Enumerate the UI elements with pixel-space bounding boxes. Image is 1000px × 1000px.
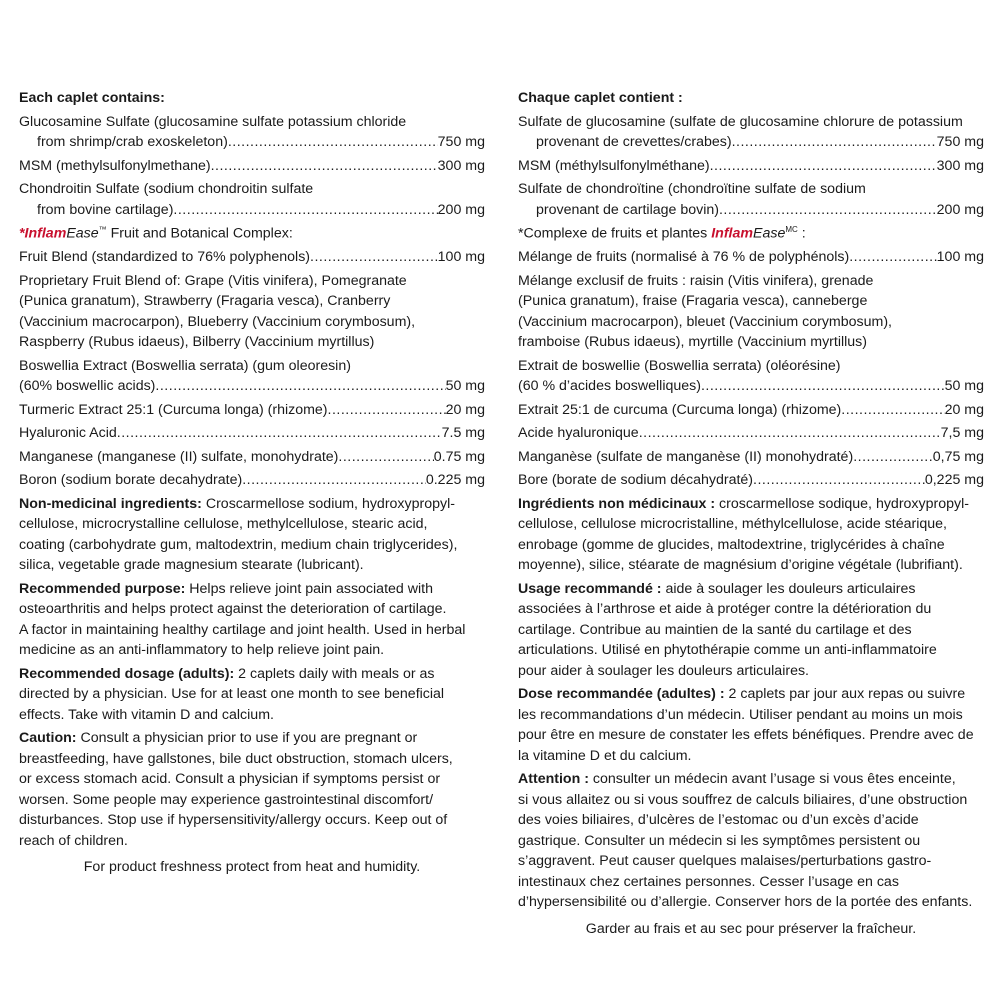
asterisk: * — [19, 225, 25, 242]
ingredient-amount: 0,225 mg — [924, 472, 984, 489]
text-line: osteoarthritis and helps protect against the deterioration of cartilage. — [19, 601, 447, 618]
ingredient-amount: 0,75 mg — [932, 448, 984, 465]
ingredient-text: from bovine cartilage) — [37, 201, 174, 218]
ingredient-text: (60% boswellic acids) — [19, 378, 156, 395]
ingredient-text: Fruit Blend (standardized to 76% polyphenols) — [19, 249, 311, 266]
ingredient-text: Sulfate de glucosamine (sulfate de glucosamine chlorure de potassium — [518, 113, 963, 130]
ingredient-amount: 7.5 mg — [441, 425, 485, 442]
text-line: Raspberry (Rubus idaeus), Bilberry (Vaccinium myrtillus) — [19, 334, 375, 351]
ingredient-amount: 750 mg — [437, 134, 485, 150]
text-line: disturbances. Stop use if hypersensitivity/allergy occurs. Keep out of — [19, 812, 448, 829]
text-line: (Punica granatum), fraise (Fragaria vesca), canneberge — [518, 293, 868, 310]
dosage-section — [19, 664, 485, 726]
ingredient-text: MSM (méthylsulfonylméthane) — [518, 157, 710, 174]
text-line: framboise (Rubus idaeus), myrtille (Vaccinium myrtillus) — [518, 334, 867, 351]
text-line: 2 caplets par jour aux repas ou suivre — [724, 686, 966, 703]
ingredient-chondroitin — [19, 179, 485, 220]
ingredient-amount: 200 mg — [437, 201, 485, 218]
ingredient-amount: 200 mg — [936, 201, 984, 218]
text-line: aide à soulager les douleurs articulaires — [661, 580, 916, 597]
text-line: Croscarmellose sodium, hydroxypropyl- — [201, 495, 455, 512]
brand-name-suffix: Ease — [66, 225, 99, 242]
purpose-section — [19, 579, 485, 661]
ingredient-amount: 7,5 mg — [940, 425, 984, 442]
ingredient-amount: 300 mg — [437, 157, 485, 174]
ingredient-boswellia — [518, 356, 984, 397]
ingredient-amount: 50 mg — [445, 378, 485, 395]
ingredient-glucosamine — [19, 112, 485, 153]
dosage-section — [518, 684, 984, 766]
proprietary-blend — [518, 271, 984, 353]
ingredient-text: (60 % d’acides boswelliques) — [518, 378, 701, 395]
text-line: coating (carbohydrate gum, maltodextrin, medium chain triglycerides), — [19, 536, 458, 553]
text-line: associées à l’arthrose et aide à protéger contre la détérioration du — [518, 601, 932, 618]
text-line: intestinaux chez certaines personnes. Cesser l’usage en cas — [518, 873, 899, 890]
ingredient-text: provenant de cartilage bovin) — [536, 201, 719, 218]
ingredient-text: Extrait 25:1 de curcuma (Curcuma longa) (rhizome) — [518, 401, 842, 418]
text-line: silica, vegetable grade magnesium stearate (lubricant). — [19, 557, 364, 574]
ingredient-text: Turmeric Extract 25:1 (Curcuma longa) (rhizome) — [19, 401, 328, 418]
text-line: cellulose, cellulose microcristalline, méthylcellulose, acide stéarique, — [518, 516, 947, 533]
ingredient-turmeric — [518, 400, 984, 421]
ingredient-turmeric — [19, 400, 485, 421]
ingredient-text: Manganese (manganese (II) sulfate, monohydrate) — [19, 448, 339, 465]
brand-name: Inflam — [711, 225, 753, 242]
section-label: Non-medicinal ingredients: — [19, 495, 202, 512]
ingredient-amount: 100 mg — [437, 249, 485, 266]
text-line: effects. Take with vitamin D and calcium. — [19, 706, 274, 723]
text-line: directed by a physician. Use for at least one month to see beneficial — [19, 686, 445, 703]
ingredient-text: Hyaluronic Acid — [19, 425, 117, 442]
brand-name: Inflam — [24, 225, 67, 242]
ingredient-fruit-blend — [19, 247, 485, 268]
text-line: si vous allaitez ou si vous souffrez de calculs biliaires, d’une obstruction — [518, 791, 968, 808]
proprietary-blend — [19, 271, 485, 353]
ingredient-text: from shrimp/crab exoskeleton) — [37, 134, 228, 150]
ingredient-text: Boron (sodium borate decahydrate) — [19, 472, 243, 489]
text-line: 2 caplets daily with meals or as — [234, 665, 435, 682]
ingredient-amount: 750 mg — [936, 134, 984, 150]
section-label: Usage recommandé : — [518, 580, 662, 597]
text-line: pour être en mesure de constater les effets bénéfiques. Prendre avec de — [518, 727, 974, 744]
ingredient-manganese — [518, 447, 984, 468]
ingredient-text: Acide hyaluronique — [518, 425, 639, 442]
text-line: d’hypersensibilité ou d’allergie. Conserver hors de la portée des enfants. — [518, 894, 973, 911]
freshness-note: For product freshness protect from heat and humidity. — [83, 859, 421, 876]
text-line: enrobage (gomme de glucides, maltodextrine, triglycérides à chaîne — [518, 536, 945, 553]
ingredient-text: Glucosamine Sulfate (glucosamine sulfate potassium chloride — [19, 113, 407, 130]
ingredient-amount: 100 mg — [936, 249, 984, 266]
trademark: MC — [785, 225, 798, 234]
text-line: (Vaccinium macrocarpon), Blueberry (Vaccinium corymbosum), — [19, 313, 416, 330]
ingredient-chondroitin — [518, 179, 984, 220]
ingredient-text: Mélange de fruits (normalisé à 76 % de polyphénols) — [518, 249, 850, 266]
french-column — [518, 88, 984, 939]
text-line: moyenne), silice, stéarate de magnésium d’origine végétale (lubrifiant). — [518, 557, 963, 574]
text-line: Mélange exclusif de fruits : raisin (Vitis vinifera), grenade — [518, 272, 874, 289]
heading: Each caplet contains: — [19, 90, 165, 106]
freshness-note: Garder au frais et au sec pour préserver la fraîcheur. — [585, 920, 917, 937]
ingredient-amount: 20 mg — [445, 401, 485, 418]
ingredient-text: Extrait de boswellie (Boswellia serrata) (oléorésine) — [518, 357, 841, 374]
section-label: Ingrédients non médicinaux : — [518, 495, 716, 512]
complex-heading — [19, 220, 485, 244]
non-medicinal-section — [19, 494, 485, 576]
ingredient-hyaluronic — [19, 423, 485, 444]
ingredient-amount: 20 mg — [944, 401, 984, 418]
text-line: medicine as an anti-inflammatory to help relieve joint pain. — [19, 642, 385, 659]
heading: Chaque caplet contient : — [518, 90, 683, 106]
text-line: cellulose, microcrystalline cellulose, methylcellulose, stearic acid, — [19, 516, 428, 533]
text-line: cartilage. Contribue au maintien de la santé du cartilage et des — [518, 621, 912, 638]
complex-text: : — [797, 225, 806, 242]
text-line: Proprietary Fruit Blend of: Grape (Vitis vinifera), Pomegranate — [19, 272, 407, 289]
ingredient-boswellia — [19, 356, 485, 397]
ingredient-text: provenant de crevettes/crabes) — [536, 134, 732, 150]
english-column — [19, 88, 485, 878]
text-line: des voies biliaires, d’ulcères de l’estomac ou d’un excès d’acide — [518, 812, 919, 829]
ingredient-text: Boswellia Extract (Boswellia serrata) (gum oleoresin) — [19, 357, 351, 374]
ingredient-amount: 0.225 mg — [425, 472, 485, 489]
text-line: les recommandations d’un médecin. Utiliser pendant au moins un mois — [518, 706, 963, 723]
ingredient-text: Bore (borate de sodium décahydraté) — [518, 472, 754, 489]
trademark: ™ — [98, 225, 107, 234]
ingredient-manganese — [19, 447, 485, 468]
ingredient-text: Chondroitin Sulfate (sodium chondroitin sulfate — [19, 181, 314, 197]
ingredient-fruit-blend — [518, 247, 984, 268]
ingredient-hyaluronic — [518, 423, 984, 444]
text-line: la vitamine D et du calcium. — [518, 747, 692, 764]
text-line: or excess stomach acid. Consult a physician if symptoms persist or — [19, 771, 441, 788]
brand-name-suffix: Ease — [753, 225, 786, 242]
text-line: gastrique. Consulter un médecin si les symptômes persistent ou — [518, 832, 921, 849]
section-label: Caution: — [19, 730, 77, 747]
text-line: consulter un médecin avant l’usage si vous êtes enceinte, — [588, 771, 956, 788]
ingredient-text: Manganèse (sulfate de manganèse (II) monohydraté) — [518, 448, 854, 465]
ingredient-boron — [19, 470, 485, 491]
ingredient-glucosamine — [518, 112, 984, 153]
text-line: Consult a physician prior to use if you are pregnant or — [76, 730, 418, 747]
complex-text: Fruit and Botanical Complex: — [106, 225, 293, 242]
text-line: articulations. Utilisé en phytothérapie comme un anti-inflammatoire — [518, 642, 937, 659]
ingredient-msm — [19, 156, 485, 177]
non-medicinal-section — [518, 494, 984, 576]
ingredient-text: Sulfate de chondroïtine (chondroïtine sulfate de sodium — [518, 181, 866, 197]
text-line: (Vaccinium macrocarpon), bleuet (Vaccinium corymbosum), — [518, 313, 892, 330]
ingredient-text: MSM (methylsulfonylmethane) — [19, 157, 211, 174]
text-line: breastfeeding, have gallstones, bile duct obstruction, stomach ulcers, — [19, 750, 453, 767]
section-label: Recommended purpose: — [19, 580, 186, 597]
section-label: Dose recommandée (adultes) : — [518, 686, 725, 703]
ingredient-amount: 50 mg — [944, 378, 984, 395]
caution-section — [19, 728, 485, 851]
text-line: A factor in maintaining healthy cartilage and joint health. Used in herbal — [19, 621, 466, 638]
text-line: s’aggravent. Peut causer quelques malaises/perturbations gastro- — [518, 853, 932, 870]
text-line: (Punica granatum), Strawberry (Fragaria vesca), Cranberry — [19, 293, 391, 310]
ingredient-msm — [518, 156, 984, 177]
section-label: Attention : — [518, 771, 589, 788]
complex-text: *Complexe de fruits et plantes — [518, 225, 712, 242]
section-label: Recommended dosage (adults): — [19, 665, 235, 682]
text-line: reach of children. — [19, 832, 128, 849]
caution-section — [518, 769, 984, 913]
ingredient-amount: 0.75 mg — [433, 448, 485, 465]
ingredient-amount: 300 mg — [936, 157, 984, 174]
complex-heading — [518, 220, 984, 244]
ingredient-boron — [518, 470, 984, 491]
text-line: pour aider à soulager les douleurs articulaires. — [518, 662, 810, 679]
text-line: croscarmellose sodique, hydroxypropyl- — [715, 495, 969, 512]
text-line: worsen. Some people may experience gastrointestinal discomfort/ — [19, 791, 434, 808]
text-line: Helps relieve joint pain associated with — [185, 580, 433, 597]
purpose-section — [518, 579, 984, 682]
